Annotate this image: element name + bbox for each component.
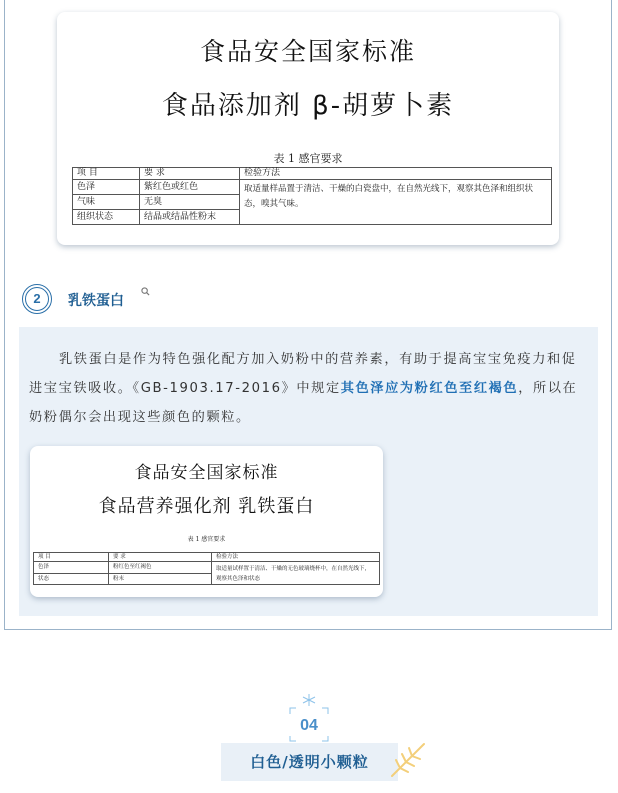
section-number-badge xyxy=(22,284,52,314)
standard-subtitle: 食品添加剂 β-胡萝卜素 xyxy=(161,91,455,121)
body-paragraph xyxy=(29,345,589,432)
cell-item: 气味 xyxy=(73,195,140,210)
cell-method: 取适量样品置于清洁、干燥的白瓷盘中，在自然光线下，观察其色泽和组织状态，嗅其气味。 xyxy=(240,180,552,225)
next-section-number: 04 xyxy=(300,717,318,734)
standard-image-beta-carotene xyxy=(57,12,559,245)
header-method: 检验方法 xyxy=(240,168,552,180)
header-requirement: 要 求 xyxy=(109,553,212,562)
cell-requirement: 紫红色或红色 xyxy=(140,180,240,195)
para-text: 乳铁蛋白是作为特色强化配方加入奶粉中的营养素，有助于提高宝宝免疫力和促进宝宝铁吸收。《GB-1903.17-2016》中规定 xyxy=(29,352,577,396)
table-caption: 表 1 感官要求 xyxy=(187,536,226,543)
next-section-label: 白色/透明小颗粒 xyxy=(221,743,398,781)
cell-requirement: 粉红色至红褐色 xyxy=(109,562,212,574)
cell-requirement: 结晶或结晶性粉末 xyxy=(140,210,240,225)
cell-method: 取适量试样置于清洁、干燥的无色玻璃烧杯中，在自然光线下，观察其色泽和状态 xyxy=(212,562,380,585)
sensory-requirements-table xyxy=(33,552,380,585)
header-requirement: 要 求 xyxy=(140,168,240,180)
search-icon[interactable] xyxy=(141,287,150,296)
wheat-leaf-icon xyxy=(386,738,430,782)
section-title[interactable]: 乳铁蛋白 xyxy=(68,293,124,309)
header-method: 检验方法 xyxy=(212,553,380,562)
cell-requirement: 粉末 xyxy=(109,573,212,585)
header-item: 项 目 xyxy=(73,168,140,180)
table-row xyxy=(34,562,380,574)
table-caption: 表 1 感官要求 xyxy=(273,152,343,165)
cell-item: 组织状态 xyxy=(73,210,140,225)
standard-subtitle: 食品营养强化剂 乳铁蛋白 xyxy=(98,496,315,517)
standard-image-lactoferrin xyxy=(30,446,383,597)
table-header-row xyxy=(34,553,380,562)
standard-title: 食品安全国家标准 xyxy=(199,37,416,66)
cell-item: 状态 xyxy=(34,573,109,585)
para-text-end: ，所以在奶粉偶尔会出现这些颜色的颗粒。 xyxy=(29,381,578,425)
para-highlight: 其色泽应为粉红色至红褐色 xyxy=(340,381,519,396)
cell-item: 色泽 xyxy=(34,562,109,574)
standard-title: 食品安全国家标准 xyxy=(134,463,279,483)
header-item: 项 目 xyxy=(34,553,109,562)
sensory-requirements-table xyxy=(72,167,552,225)
cell-item: 色泽 xyxy=(73,180,140,195)
section-number: 2 xyxy=(25,287,49,311)
table-header-row xyxy=(73,168,552,180)
cell-requirement: 无臭 xyxy=(140,195,240,210)
table-row xyxy=(73,180,552,195)
